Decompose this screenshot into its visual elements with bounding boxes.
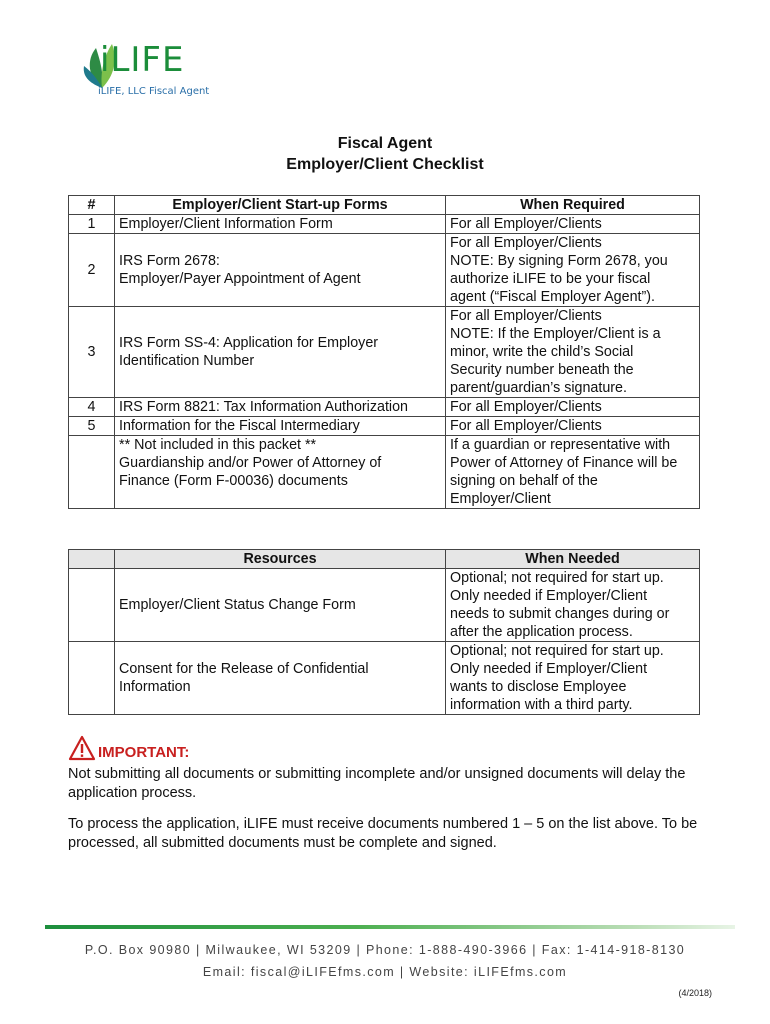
row-when: If a guardian or representative with Power of Attorney of Finance will be signing on behalf of the Employer/Client	[446, 436, 700, 509]
row-form: Employer/Client Information Form	[115, 215, 446, 234]
row-when: For all Employer/Clients	[446, 215, 700, 234]
row-num: 5	[69, 417, 115, 436]
row-form: IRS Form SS-4: Application for Employer Identification Number	[115, 307, 446, 398]
col-header-forms: Employer/Client Start-up Forms	[115, 196, 446, 215]
row-num: 4	[69, 398, 115, 417]
row-num: 3	[69, 307, 115, 398]
col-header-when: When Required	[446, 196, 700, 215]
col-header-num: #	[69, 196, 115, 215]
table-row	[69, 436, 700, 509]
table-row	[69, 642, 700, 715]
footer-email-website: Email: fiscal@iLIFEfms.com | Website: iLIFEfms.com	[202, 965, 568, 979]
table-row	[69, 417, 700, 436]
row-when: For all Employer/Clients	[446, 398, 700, 417]
row-num: 2	[69, 234, 115, 307]
row-when: For all Employer/Clients NOTE: If the Employer/Client is a minor, write the child’s Social Security number beneath the parent/guardian’s signature.	[446, 307, 700, 398]
table-row	[69, 234, 700, 307]
col-header-when-needed: When Needed	[446, 550, 700, 569]
revision-date: (4/2018)	[678, 988, 712, 998]
row-num: 1	[69, 215, 115, 234]
logo-brand: iLIFE	[100, 40, 185, 80]
row-num	[69, 569, 115, 642]
row-form: IRS Form 2678: Employer/Payer Appointment of Agent	[115, 234, 446, 307]
row-form: ** Not included in this packet ** Guardianship and/or Power of Attorney of Finance (Form F-00036) documents	[115, 436, 446, 509]
page-subtitle: Employer/Client Checklist	[286, 156, 484, 173]
table-row	[69, 215, 700, 234]
resources-table	[68, 549, 700, 715]
row-when: For all Employer/Clients	[446, 417, 700, 436]
table-header-row	[69, 550, 700, 569]
page-title: Fiscal Agent	[337, 135, 433, 152]
table-row	[69, 569, 700, 642]
logo-subtitle: iLIFE, LLC Fiscal Agent	[98, 86, 210, 97]
col-header-blank	[69, 550, 115, 569]
warning-icon	[68, 735, 96, 761]
row-num	[69, 436, 115, 509]
footer-contact: P.O. Box 90980 | Milwaukee, WI 53209 | Phone: 1-888-490-3966 | Fax: 1-414-918-8130	[84, 943, 686, 957]
row-when: Optional; not required for start up. Only needed if Employer/Client wants to disclose Employee information with a third party.	[446, 642, 700, 715]
row-resource: Consent for the Release of Confidential Information	[115, 642, 446, 715]
row-resource: Employer/Client Status Change Form	[115, 569, 446, 642]
table-row	[69, 307, 700, 398]
important-text: Not submitting all documents or submitting incomplete and/or unsigned documents will delay the application process.	[68, 766, 686, 801]
important-label: IMPORTANT:	[98, 744, 190, 761]
col-header-resources: Resources	[115, 550, 446, 569]
row-num	[69, 642, 115, 715]
footer-divider	[45, 925, 735, 929]
row-when: Optional; not required for start up. Only needed if Employer/Client needs to submit changes during or after the application process.	[446, 569, 700, 642]
row-form: Information for the Fiscal Intermediary	[115, 417, 446, 436]
table-header-row	[69, 196, 700, 215]
row-when: For all Employer/Clients NOTE: By signing Form 2678, you authorize iLIFE to be your fiscal agent (“Fiscal Employer Agent”).	[446, 234, 700, 307]
process-text: To process the application, iLIFE must receive documents numbered 1 – 5 on the list above. To be processed, all submitted documents must be complete and signed.	[68, 816, 698, 851]
forms-table	[68, 195, 700, 509]
table-row	[69, 398, 700, 417]
row-form: IRS Form 8821: Tax Information Authorization	[115, 398, 446, 417]
